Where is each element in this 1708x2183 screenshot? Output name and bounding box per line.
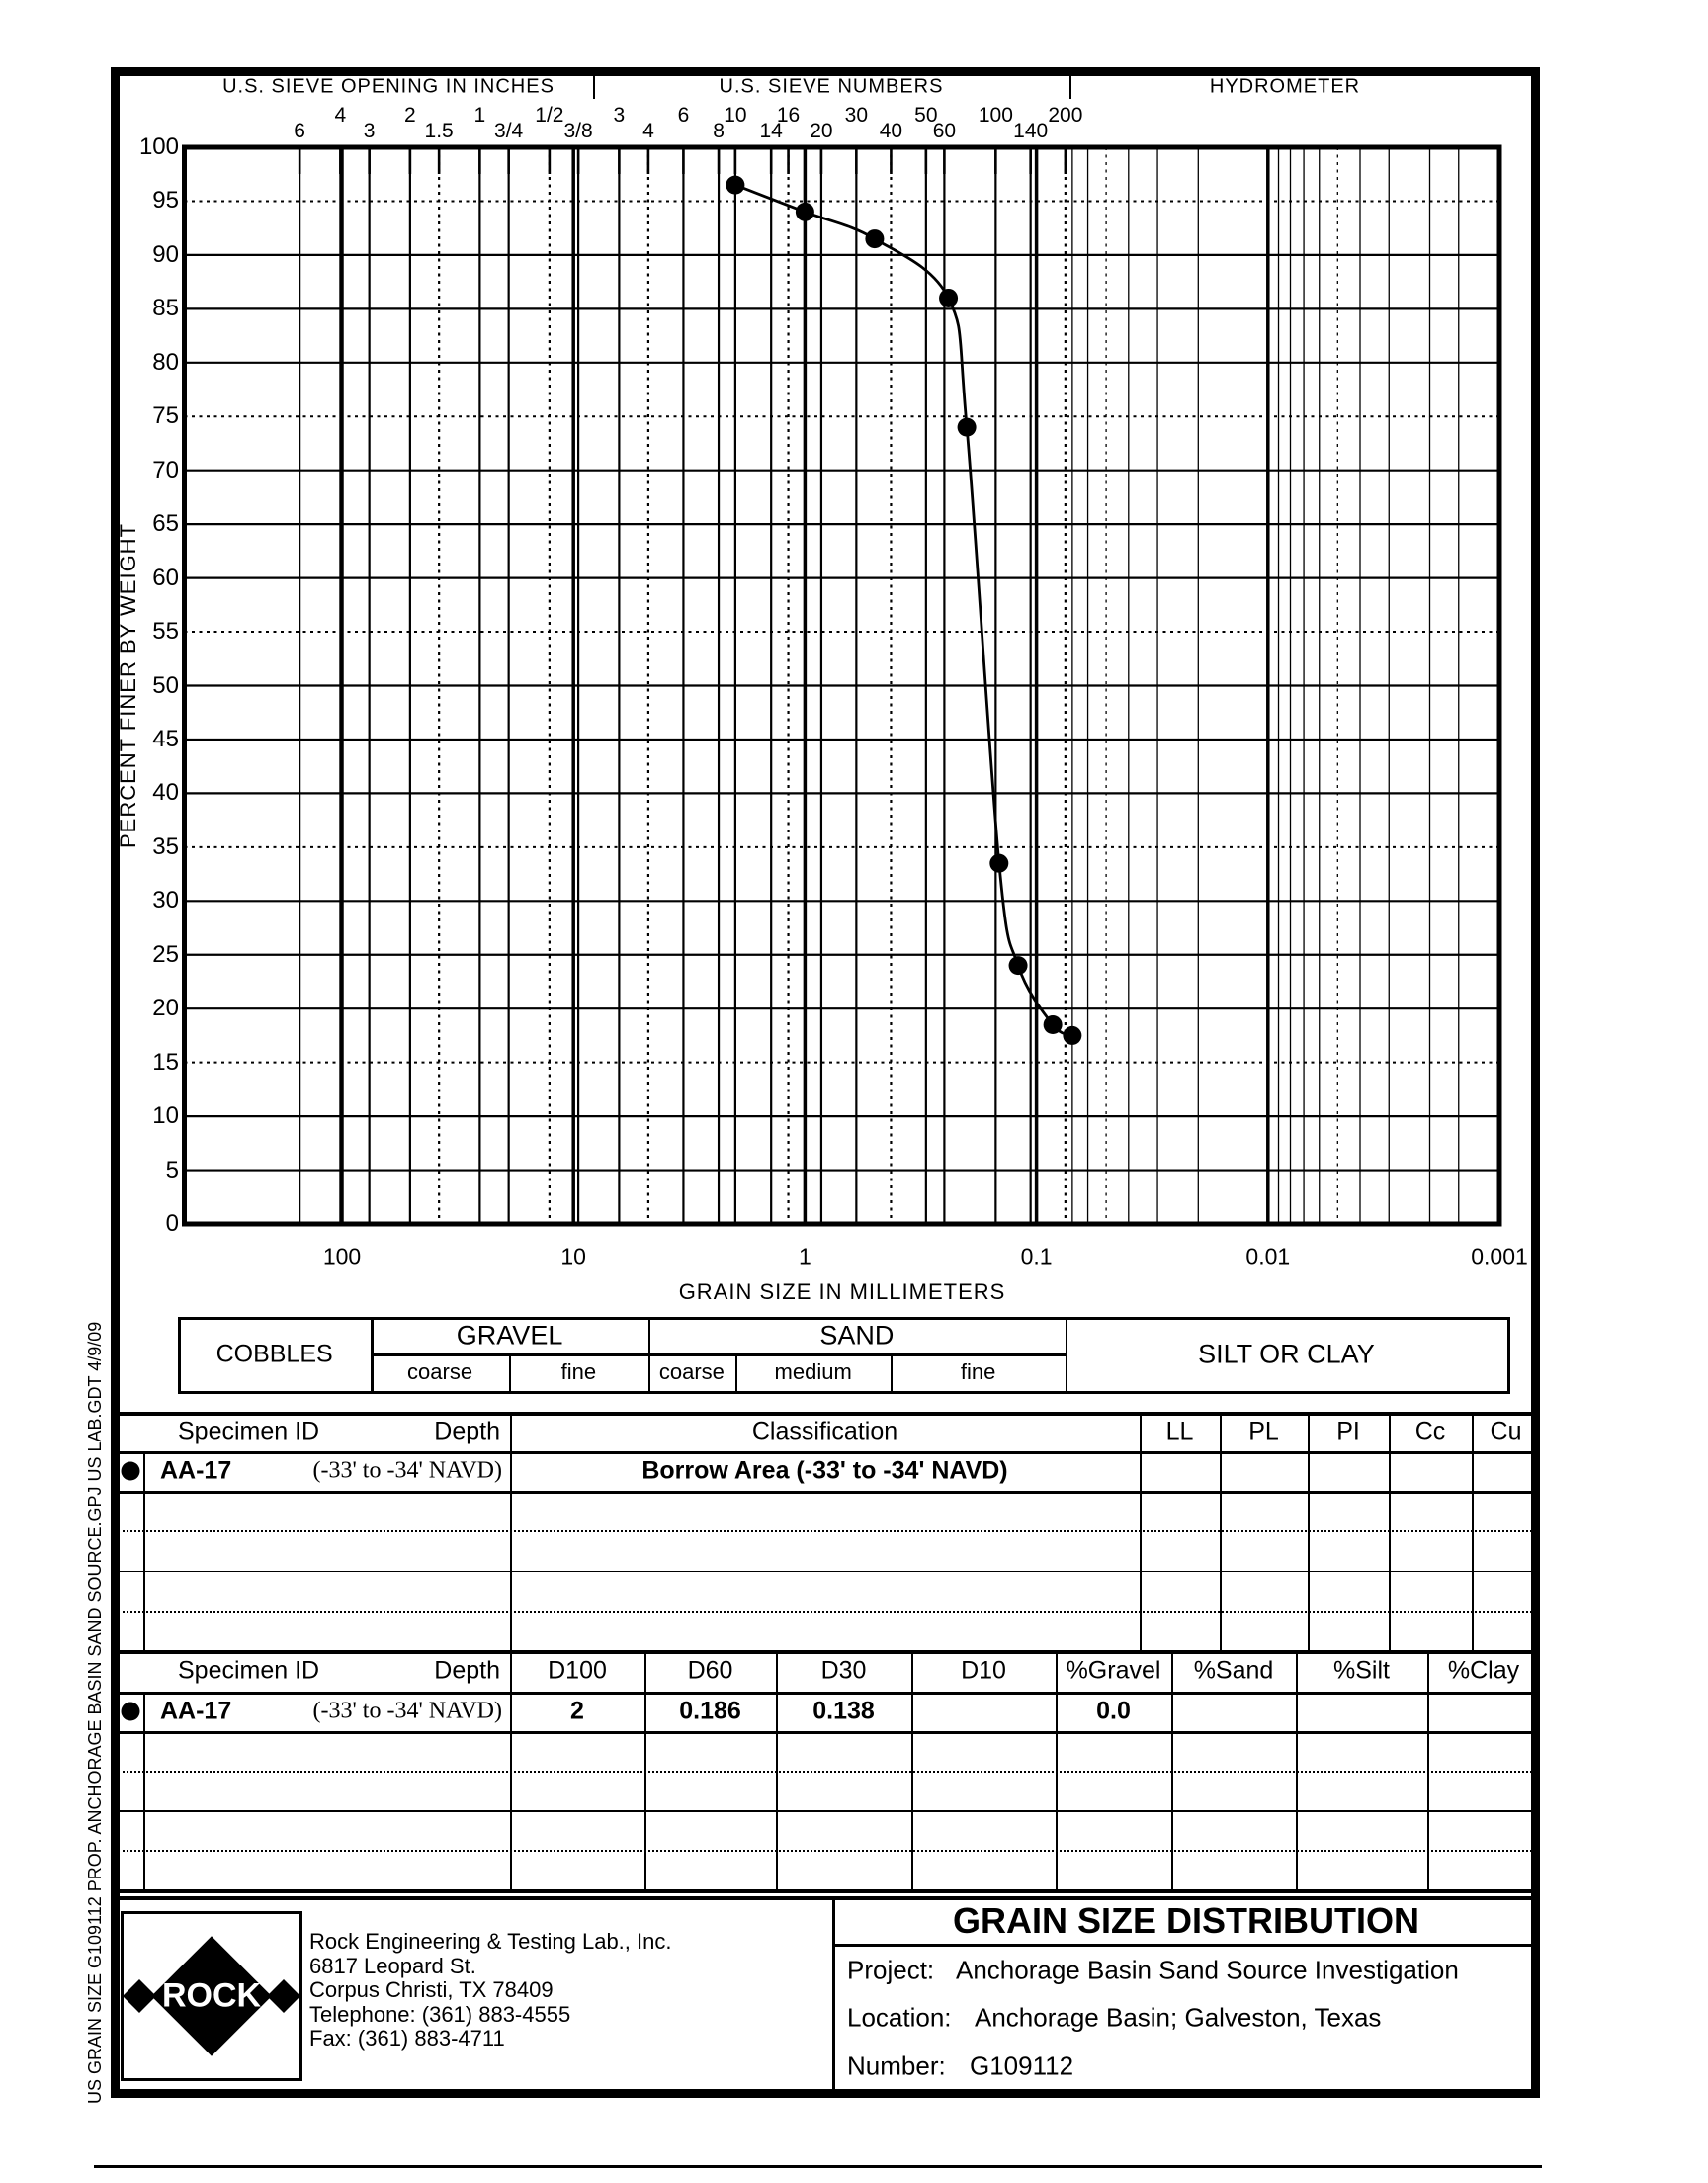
gradation-table-cell-specimen-id: AA-17 xyxy=(160,1697,232,1725)
sieve-label: 6 xyxy=(294,120,305,142)
gradation-table-row-line xyxy=(118,1810,1540,1812)
y-tick-label: 75 xyxy=(152,402,179,430)
classification-table-col-line xyxy=(1389,1412,1391,1650)
texture-sand-label: SAND xyxy=(819,1320,895,1350)
y-tick-label: 55 xyxy=(152,618,179,646)
texture-gravel-fine-label: fine xyxy=(560,1359,597,1384)
y-tick-label: 85 xyxy=(152,295,179,322)
classification-table-header-cu: Cu xyxy=(1490,1417,1522,1445)
gradation-table-cell-gravel: 0.0 xyxy=(1096,1697,1131,1725)
company-fax: Fax: (361) 883-4711 xyxy=(309,2026,505,2051)
classification-table-header-depth: Depth xyxy=(434,1417,500,1445)
sieve-label: 1/2 xyxy=(535,104,564,127)
report-title-underline xyxy=(835,1944,1540,1947)
classification-table-row-line xyxy=(118,1530,1540,1534)
y-tick-label: 100 xyxy=(138,133,179,160)
gradation-table-row-line xyxy=(118,1850,1540,1854)
y-tick-label: 70 xyxy=(152,456,179,483)
rock-logo-right-diamond-icon xyxy=(267,1979,300,2013)
classification-table-cell-depth: (-33' to -34' NAVD) xyxy=(312,1457,502,1484)
texture-bar-midline xyxy=(371,1353,1066,1356)
gradation-table-cell-d60: 0.186 xyxy=(679,1697,741,1725)
sieve-label: 100 xyxy=(978,104,1013,127)
report-title: GRAIN SIZE DISTRIBUTION xyxy=(952,1900,1420,1941)
gradation-table-header-d60: D60 xyxy=(687,1656,733,1685)
gradation-table-cell-d100: 2 xyxy=(570,1697,584,1725)
classification-table-cell-classification: Borrow Area (-33' to -34' NAVD) xyxy=(641,1456,1008,1485)
gradation-table-row-line xyxy=(118,1731,1540,1734)
x-tick-label: 10 xyxy=(560,1243,586,1269)
classification-table-header-ll: LL xyxy=(1165,1417,1194,1445)
gradation-table-col-line xyxy=(644,1650,646,1889)
sieve-label: 2 xyxy=(404,104,416,127)
gradation-table-cell-d30: 0.138 xyxy=(812,1697,875,1725)
classification-table-header-cc: Cc xyxy=(1414,1417,1446,1445)
classification-table-col-line xyxy=(1472,1412,1474,1650)
location-label: Location: xyxy=(847,2002,952,2033)
sieve-label: 30 xyxy=(844,104,869,127)
sieve-label: 10 xyxy=(724,104,747,127)
y-tick-label: 45 xyxy=(152,725,179,752)
x-tick-label: 0.1 xyxy=(1020,1243,1053,1269)
x-tick-label: 0.001 xyxy=(1471,1243,1528,1269)
y-tick-label: 5 xyxy=(165,1156,179,1183)
y-tick-label: 15 xyxy=(152,1048,179,1076)
sieve-label: 20 xyxy=(810,120,833,142)
texture-sand-medium-label: medium xyxy=(774,1359,852,1384)
sieve-label: 50 xyxy=(914,104,938,127)
location-value: Anchorage Basin; Galveston, Texas xyxy=(975,2002,1382,2033)
y-tick-label: 90 xyxy=(152,240,179,268)
company-info xyxy=(309,1930,671,2052)
company-address2: Corpus Christi, TX 78409 xyxy=(309,1977,554,2002)
texture-gravel-label: GRAVEL xyxy=(456,1320,563,1350)
rock-logo-left-diamond-icon xyxy=(123,1979,156,2013)
gradation-table-header-d30: D30 xyxy=(820,1656,867,1685)
texture-gravel-coarse-label: coarse xyxy=(407,1359,473,1384)
titleblock-divider xyxy=(832,1896,835,2098)
gradation-table-header-gravel: %Gravel xyxy=(1066,1656,1161,1685)
sieve-label: 4 xyxy=(334,104,347,127)
y-tick-label: 65 xyxy=(152,510,179,538)
gradation-table-row-line xyxy=(118,1889,1540,1893)
gradation-table-col-line xyxy=(1171,1650,1173,1889)
gradation-table-row-bullet-icon xyxy=(122,1703,140,1721)
company-logo xyxy=(121,1911,302,2081)
gradation-table-header-d10: D10 xyxy=(961,1656,1006,1685)
y-tick-label: 95 xyxy=(152,187,179,215)
gradation-table-col-line xyxy=(1427,1650,1429,1889)
y-tick-label: 35 xyxy=(152,832,179,860)
y-tick-label: 20 xyxy=(152,995,179,1022)
sieve-label: 1.5 xyxy=(424,120,454,142)
texture-silt-clay-label: SILT OR CLAY xyxy=(1198,1339,1375,1368)
texture-bar-subdivider xyxy=(735,1353,737,1391)
number-label: Number: xyxy=(847,2051,946,2081)
texture-bar-divider xyxy=(1066,1317,1068,1391)
sieve-label: 1 xyxy=(473,104,486,127)
sieve-label: 140 xyxy=(1013,120,1049,142)
sieve-label: 200 xyxy=(1048,104,1083,127)
texture-bar-border-right xyxy=(1507,1317,1510,1394)
classification-table-col-line xyxy=(1308,1412,1310,1650)
gradation-table-header-clay: %Clay xyxy=(1447,1656,1520,1685)
company-phone: Telephone: (361) 883-4555 xyxy=(309,2001,571,2027)
classification-table-header-line xyxy=(118,1451,1540,1454)
sieve-label: 6 xyxy=(677,104,690,127)
axis-section-hydrometer: HYDROMETER xyxy=(1209,75,1361,98)
texture-cobbles-label: COBBLES xyxy=(215,1340,333,1367)
classification-table-header-pl: PL xyxy=(1248,1417,1279,1445)
classification-table-row-bullet-icon xyxy=(122,1462,140,1481)
classification-table-col-line xyxy=(1220,1412,1222,1650)
texture-bar-border-bottom xyxy=(178,1391,1507,1394)
gradation-table-header-line xyxy=(118,1692,1540,1695)
classification-table-col-line xyxy=(510,1412,512,1650)
sieve-label: 3 xyxy=(613,104,626,127)
gradation-table-col-line xyxy=(776,1650,778,1889)
classification-table-cell-specimen-id: AA-17 xyxy=(160,1456,232,1485)
axis-section-numbers: U.S. SIEVE NUMBERS xyxy=(719,75,944,98)
gradation-table-col-line xyxy=(911,1650,913,1889)
classification-table-header-pi: PI xyxy=(1336,1417,1360,1445)
gradation-table-cell-depth: (-33' to -34' NAVD) xyxy=(312,1698,502,1724)
y-tick-label: 40 xyxy=(152,779,179,807)
gradation-table-header-d100: D100 xyxy=(548,1656,607,1685)
y-tick-label: 50 xyxy=(152,671,179,699)
gradation-table-header-silt: %Silt xyxy=(1333,1656,1390,1685)
number-value: G109112 xyxy=(970,2051,1074,2081)
gradation-table-top-line xyxy=(111,1650,1540,1654)
sieve-label: 14 xyxy=(759,120,783,142)
y-tick-label: 10 xyxy=(152,1102,179,1130)
y-axis-title: PERCENT FINER BY WEIGHT xyxy=(116,522,140,848)
axis-section-inches: U.S. SIEVE OPENING IN INCHES xyxy=(222,75,555,98)
y-tick-label: 25 xyxy=(152,940,179,968)
texture-bar-divider xyxy=(648,1317,651,1391)
sheet-sidebar-note: US GRAIN SIZE G109112 PROP. ANCHORAGE BASIN SAND SOURCE.GPJ US LAB.GDT 4/9/09 xyxy=(85,1321,105,2104)
sieve-label: 8 xyxy=(713,120,725,142)
x-axis-title: GRAIN SIZE IN MILLIMETERS xyxy=(678,1279,1006,1304)
gradation-table-row-line xyxy=(118,1771,1540,1775)
sieve-label: 40 xyxy=(879,120,903,142)
gradation-table-header-sand: %Sand xyxy=(1193,1656,1274,1685)
gradation-table-col-line xyxy=(1056,1650,1058,1889)
classification-table-row-line xyxy=(118,1491,1540,1494)
gradation-table-col-line xyxy=(510,1650,512,1889)
rock-logo-text: ROCK xyxy=(161,1976,262,2015)
sieve-label: 3/4 xyxy=(494,120,524,142)
classification-table-header-classification: Classification xyxy=(751,1417,898,1445)
classification-table-bullet-col-line xyxy=(143,1451,145,1650)
gradation-table-header-depth: Depth xyxy=(434,1656,500,1685)
texture-sand-fine-label: fine xyxy=(960,1359,996,1384)
y-tick-label: 60 xyxy=(152,564,179,591)
texture-bar-subdivider xyxy=(509,1353,511,1391)
project-value: Anchorage Basin Sand Source Investigation xyxy=(956,1955,1459,1985)
texture-bar-border-left xyxy=(178,1317,181,1394)
x-tick-label: 0.01 xyxy=(1245,1243,1291,1269)
x-tick-label: 1 xyxy=(798,1243,811,1269)
classification-table-row-line xyxy=(118,1571,1540,1573)
texture-bar-subdivider xyxy=(891,1353,893,1391)
sieve-label: 60 xyxy=(932,120,957,142)
classification-table-header-specimen-id: Specimen ID xyxy=(178,1417,320,1445)
project-label: Project: xyxy=(847,1955,935,1985)
company-address1: 6817 Leopard St. xyxy=(309,1953,476,1978)
sieve-label: 3 xyxy=(363,120,376,142)
y-tick-label: 80 xyxy=(152,348,179,376)
sieve-label: 3/8 xyxy=(563,120,593,142)
sieve-label: 4 xyxy=(642,120,654,142)
classification-table-top-line xyxy=(111,1412,1540,1416)
texture-bar-divider xyxy=(371,1317,374,1391)
gradation-table-bullet-col-line xyxy=(143,1692,145,1889)
y-tick-label: 30 xyxy=(152,887,179,915)
y-tick-label: 0 xyxy=(165,1210,179,1237)
classification-table-col-line xyxy=(1140,1412,1142,1650)
gradation-table-header-specimen-id: Specimen ID xyxy=(178,1656,320,1685)
classification-table-row-line xyxy=(118,1611,1540,1615)
company-name: Rock Engineering & Testing Lab., Inc. xyxy=(309,1929,672,1954)
gradation-table-col-line xyxy=(1296,1650,1298,1889)
sieve-label: 16 xyxy=(776,104,801,127)
x-tick-label: 100 xyxy=(322,1243,362,1269)
texture-sand-coarse-label: coarse xyxy=(658,1359,725,1384)
